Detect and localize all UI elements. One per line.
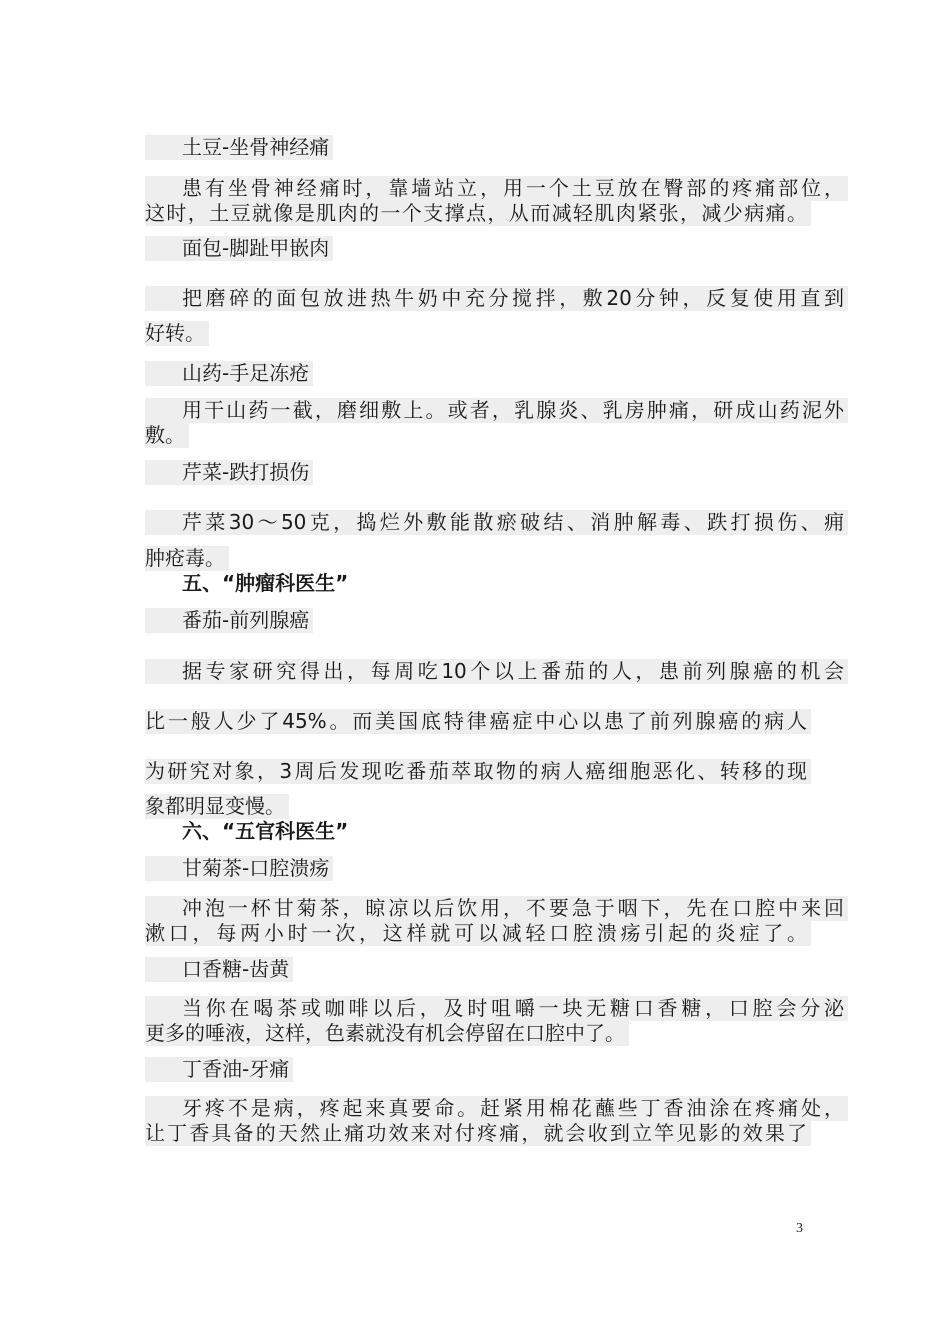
subheading-yam: 山药-手足冻疮	[145, 361, 313, 386]
paragraph-line: 肿疮毒。	[145, 546, 229, 571]
section-heading-ent: 六、“五官科医生”	[182, 819, 349, 843]
paragraph-line: 牙疼不是病，疼起来真要命。赶紧用棉花蘸些丁香油涂在疼痛处，	[145, 1096, 848, 1121]
paragraph-line: 更多的唾液，这样，色素就没有机会停留在口腔中了。	[145, 1021, 629, 1046]
paragraph-line: 漱口，每两小时一次，这样就可以减轻口腔溃疡引起的炎症了。	[145, 921, 811, 946]
paragraph-line: 这时，土豆就像是肌肉的一个支撑点，从而减轻肌肉紧张，减少病痛。	[145, 201, 811, 226]
subheading-celery: 芹菜-跌打损伤	[145, 460, 313, 485]
subheading-clove-oil: 丁香油-牙痛	[145, 1057, 293, 1082]
paragraph-line: 冲泡一杯甘菊茶，晾凉以后饮用，不要急于咽下，先在口腔中来回	[145, 896, 848, 921]
paragraph-line: 芹菜30～50克，捣烂外敷能散瘀破结、消肿解毒、跌打损伤、痈	[145, 510, 848, 535]
section-heading-oncology: 五、“肿瘤科医生”	[182, 571, 349, 595]
subheading-potato: 土豆-坐骨神经痛	[145, 135, 333, 160]
paragraph-line: 比一般人少了45%。而美国底特律癌症中心以患了前列腺癌的病人	[145, 709, 811, 734]
paragraph-line: 据专家研究得出，每周吃10个以上番茄的人，患前列腺癌的机会	[145, 659, 848, 684]
subheading-tomato: 番茄-前列腺癌	[145, 608, 313, 633]
paragraph-line: 象都明显变慢。	[145, 794, 289, 819]
paragraph-line: 用干山药一截，磨细敷上。或者，乳腺炎、乳房肿痛，研成山药泥外	[145, 398, 848, 423]
paragraph-line: 患有坐骨神经痛时，靠墙站立，用一个土豆放在臀部的疼痛部位，	[145, 176, 848, 201]
subheading-chamomile: 甘菊茶-口腔溃疡	[145, 856, 333, 881]
paragraph-line: 让丁香具备的天然止痛功效来对付疼痛，就会收到立竿见影的效果了	[145, 1121, 811, 1146]
paragraph-line: 为研究对象，3周后发现吃番茄萃取物的病人癌细胞恶化、转移的现	[145, 759, 811, 784]
subheading-bread: 面包-脚趾甲嵌肉	[145, 236, 333, 261]
subheading-gum: 口香糖-齿黄	[145, 957, 293, 982]
page-number: 3	[796, 1221, 803, 1236]
paragraph-line: 好转。	[145, 321, 209, 346]
paragraph-line: 敷。	[145, 423, 189, 448]
paragraph-line: 把磨碎的面包放进热牛奶中充分搅拌，敷20分钟，反复使用直到	[145, 286, 848, 311]
paragraph-line: 当你在喝茶或咖啡以后，及时咀嚼一块无糖口香糖，口腔会分泌	[145, 996, 848, 1021]
